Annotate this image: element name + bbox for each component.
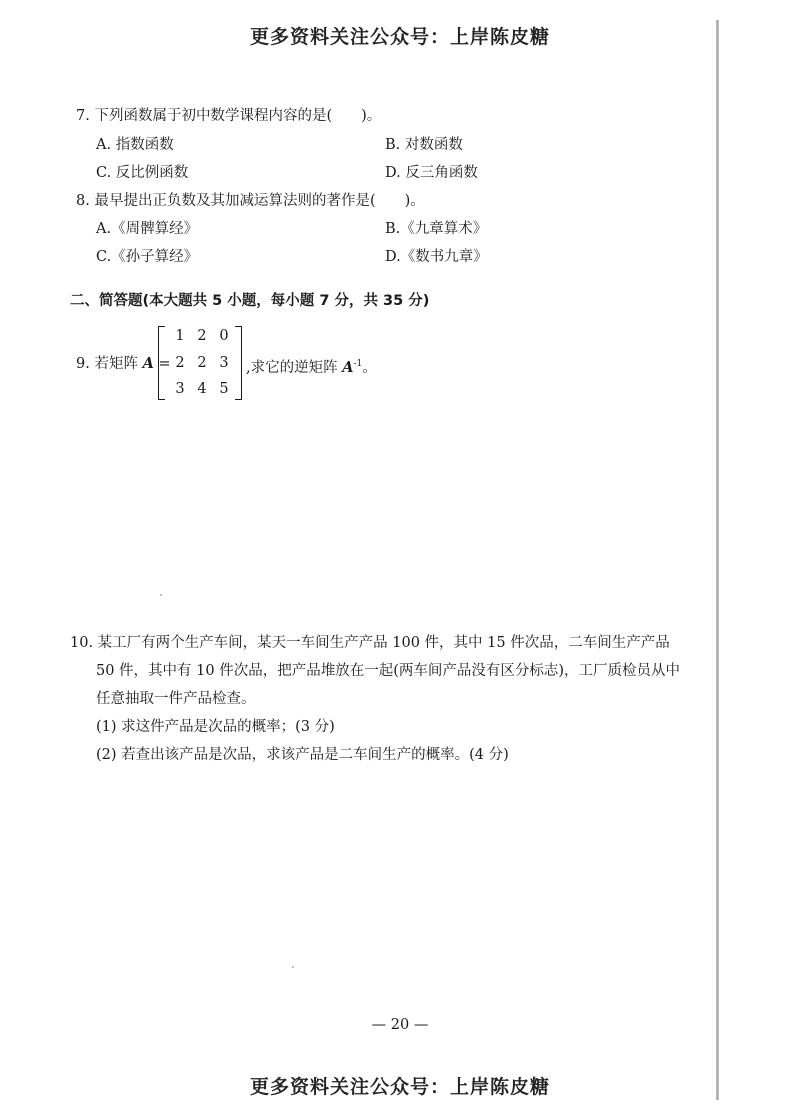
scan-speck — [160, 594, 162, 596]
q10-sub-2: (2) 若查出该产品是次品，求该产品是二车间生产的概率。(4 分) — [96, 747, 509, 763]
footer-banner: 更多资料关注公众号：上岸陈皮糖 — [249, 1076, 550, 1098]
q9-matrix-symbol: A — [142, 355, 154, 372]
matrix-cell-r3c1: 3 — [175, 381, 185, 397]
q9-matrix — [158, 326, 242, 400]
q8-option-b: B.《九章算术》 — [385, 221, 488, 237]
matrix-cell-r3c3: 5 — [219, 381, 229, 397]
q10-line-1: 10. 某工厂有两个生产车间，某天一车间生产产品 100 件，其中 15 件次品，二车间生产产品 — [70, 635, 670, 651]
q10-line-2: 50 件，其中有 10 件次品，把产品堆放在一起(两车间产品没有区分标志)，工厂质检员从中 — [96, 663, 681, 679]
q8-option-c: C.《孙子算经》 — [96, 249, 199, 265]
matrix-cell-r2c3: 3 — [219, 355, 229, 371]
matrix-left-bracket — [158, 326, 165, 400]
q10-line-3: 任意抽取一件产品检查。 — [96, 691, 256, 707]
matrix-right-bracket — [235, 326, 242, 400]
header-banner: 更多资料关注公众号：上岸陈皮糖 — [249, 26, 550, 48]
section-2-title: 二、简答题(本大题共 5 小题，每小题 7 分，共 35 分) — [70, 293, 430, 309]
q7-option-d: D. 反三角函数 — [385, 165, 478, 181]
q8-option-a: A.《周髀算经》 — [96, 221, 199, 237]
q8-option-d: D.《数书九章》 — [385, 249, 488, 265]
page-edge-shadow — [716, 20, 719, 1100]
q10-sub-1: (1) 求这件产品是次品的概率；(3 分) — [96, 719, 335, 735]
matrix-cell-r1c1: 1 — [175, 328, 185, 344]
q9-period: 。 — [362, 359, 377, 376]
q7-stem: 7. 下列函数属于初中数学课程内容的是( )。 — [76, 108, 382, 124]
matrix-cell-r2c1: 2 — [175, 355, 185, 371]
matrix-cell-r1c3: 0 — [219, 328, 229, 344]
q9-prefix-block — [76, 355, 171, 373]
q8-stem: 8. 最早提出正负数及其加减运算法则的著作是( )。 — [76, 193, 425, 209]
q9-equals: = — [153, 356, 171, 372]
q9-inverse-exponent: -1 — [353, 359, 363, 369]
q7-option-b: B. 对数函数 — [385, 137, 463, 153]
q7-option-a: A. 指数函数 — [96, 137, 174, 153]
q7-option-c: C. 反比例函数 — [96, 165, 189, 181]
matrix-cell-r2c2: 2 — [197, 355, 207, 371]
q9-suffix-block — [246, 355, 377, 377]
q9-suffix: ,求它的逆矩阵 — [246, 359, 343, 376]
page-number: — 20 — — [371, 1017, 429, 1033]
matrix-cell-r3c2: 4 — [197, 381, 207, 397]
scan-speck — [292, 966, 294, 968]
matrix-cell-r1c2: 2 — [197, 328, 207, 344]
q9-prefix: 9. 若矩阵 — [76, 356, 143, 372]
q9-inverse-symbol: A — [342, 358, 354, 376]
